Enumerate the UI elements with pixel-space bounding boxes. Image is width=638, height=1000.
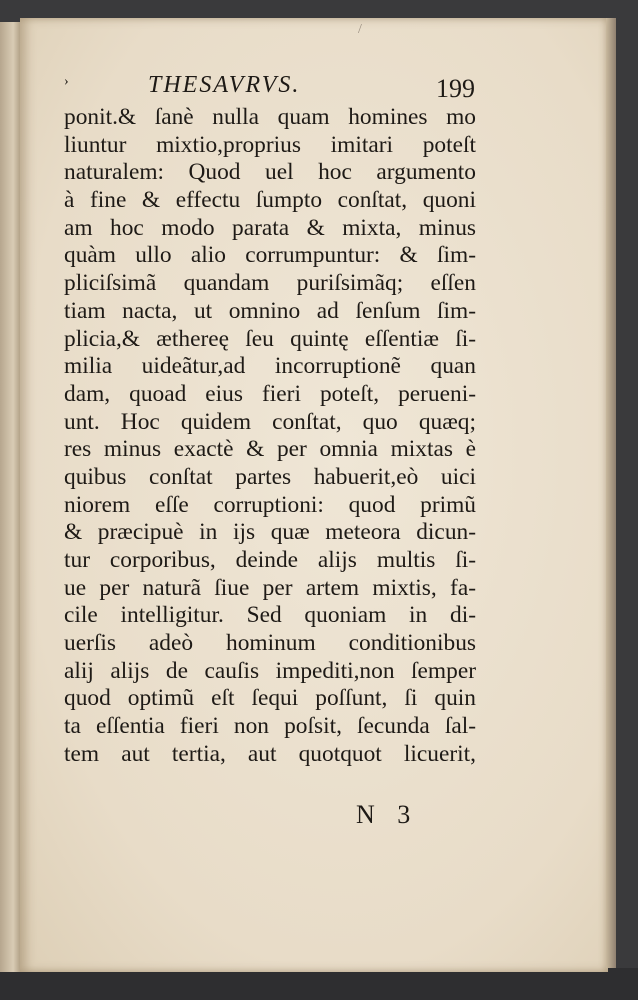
text-line: pliciſsimã quandam puriſsimãq; eſſen <box>64 270 476 297</box>
left-page-edge <box>0 22 22 972</box>
text-line: & præcipuè in ijs quæ meteora dicun- <box>64 519 476 546</box>
text-line: niorem eſſe corruptioni: quod primũ <box>64 491 476 518</box>
text-line: ue per naturã ſiue per artem mixtis, fa- <box>64 574 476 601</box>
pencil-mark: / <box>358 22 362 37</box>
page-number: 199 <box>436 74 475 103</box>
text-line: dam, quoad eius fieri poteſt, perueni- <box>64 380 476 407</box>
text-line: quàm ullo alio corrumpuntur: & ſim- <box>64 242 476 269</box>
text-line: tiam nacta, ut omnino ad ſenſum ſim- <box>64 297 476 324</box>
signature-mark: N 3 <box>356 800 419 829</box>
text-line: à fine & effectu ſumpto conſtat, quoni <box>64 187 476 214</box>
text-line: plicia,& æthereę ſeu quintę eſſentiæ ſi- <box>64 325 476 352</box>
text-line: quod optimũ eſt ſequi poſſunt, ſi quin <box>64 685 476 712</box>
text-line: uerſis adeò hominum conditionibus <box>64 630 476 657</box>
text-line: quibus conſtat partes habuerit,eò uici <box>64 463 476 490</box>
text-line: naturalem: Quod uel hoc argumento <box>64 159 476 186</box>
text-line: liuntur mixtio,proprius imitari poteſt <box>64 131 476 158</box>
body-text <box>64 104 476 769</box>
text-line: unt. Hoc quidem conſtat, quo quæq; <box>64 408 476 435</box>
margin-mark: › <box>64 74 69 89</box>
text-line: tem aut tertia, aut quotquot licuerit, <box>64 740 476 767</box>
text-line: milia uideãtur,ad incorruptionẽ quan <box>64 353 476 380</box>
text-line: alij alijs de cauſis impediti,non ſemper <box>64 657 476 684</box>
text-line: cile intelligitur. Sed quoniam in di- <box>64 602 476 629</box>
running-title: THESAVRVS. <box>148 72 301 98</box>
page-header <box>64 72 484 102</box>
text-line: tur corporibus, deinde alijs multis ſi- <box>64 547 476 573</box>
text-line: res minus exactè & per omnia mixtas è <box>64 436 476 463</box>
backdrop <box>0 968 638 1000</box>
page-right-edge <box>606 18 616 968</box>
text-line: am hoc modo parata & mixta, minus <box>64 214 476 241</box>
text-line: ta eſſentia fieri non poſsit, ſecunda ſal- <box>64 713 476 740</box>
text-line: ponit.& ſanè nulla quam homines mo <box>64 104 476 130</box>
